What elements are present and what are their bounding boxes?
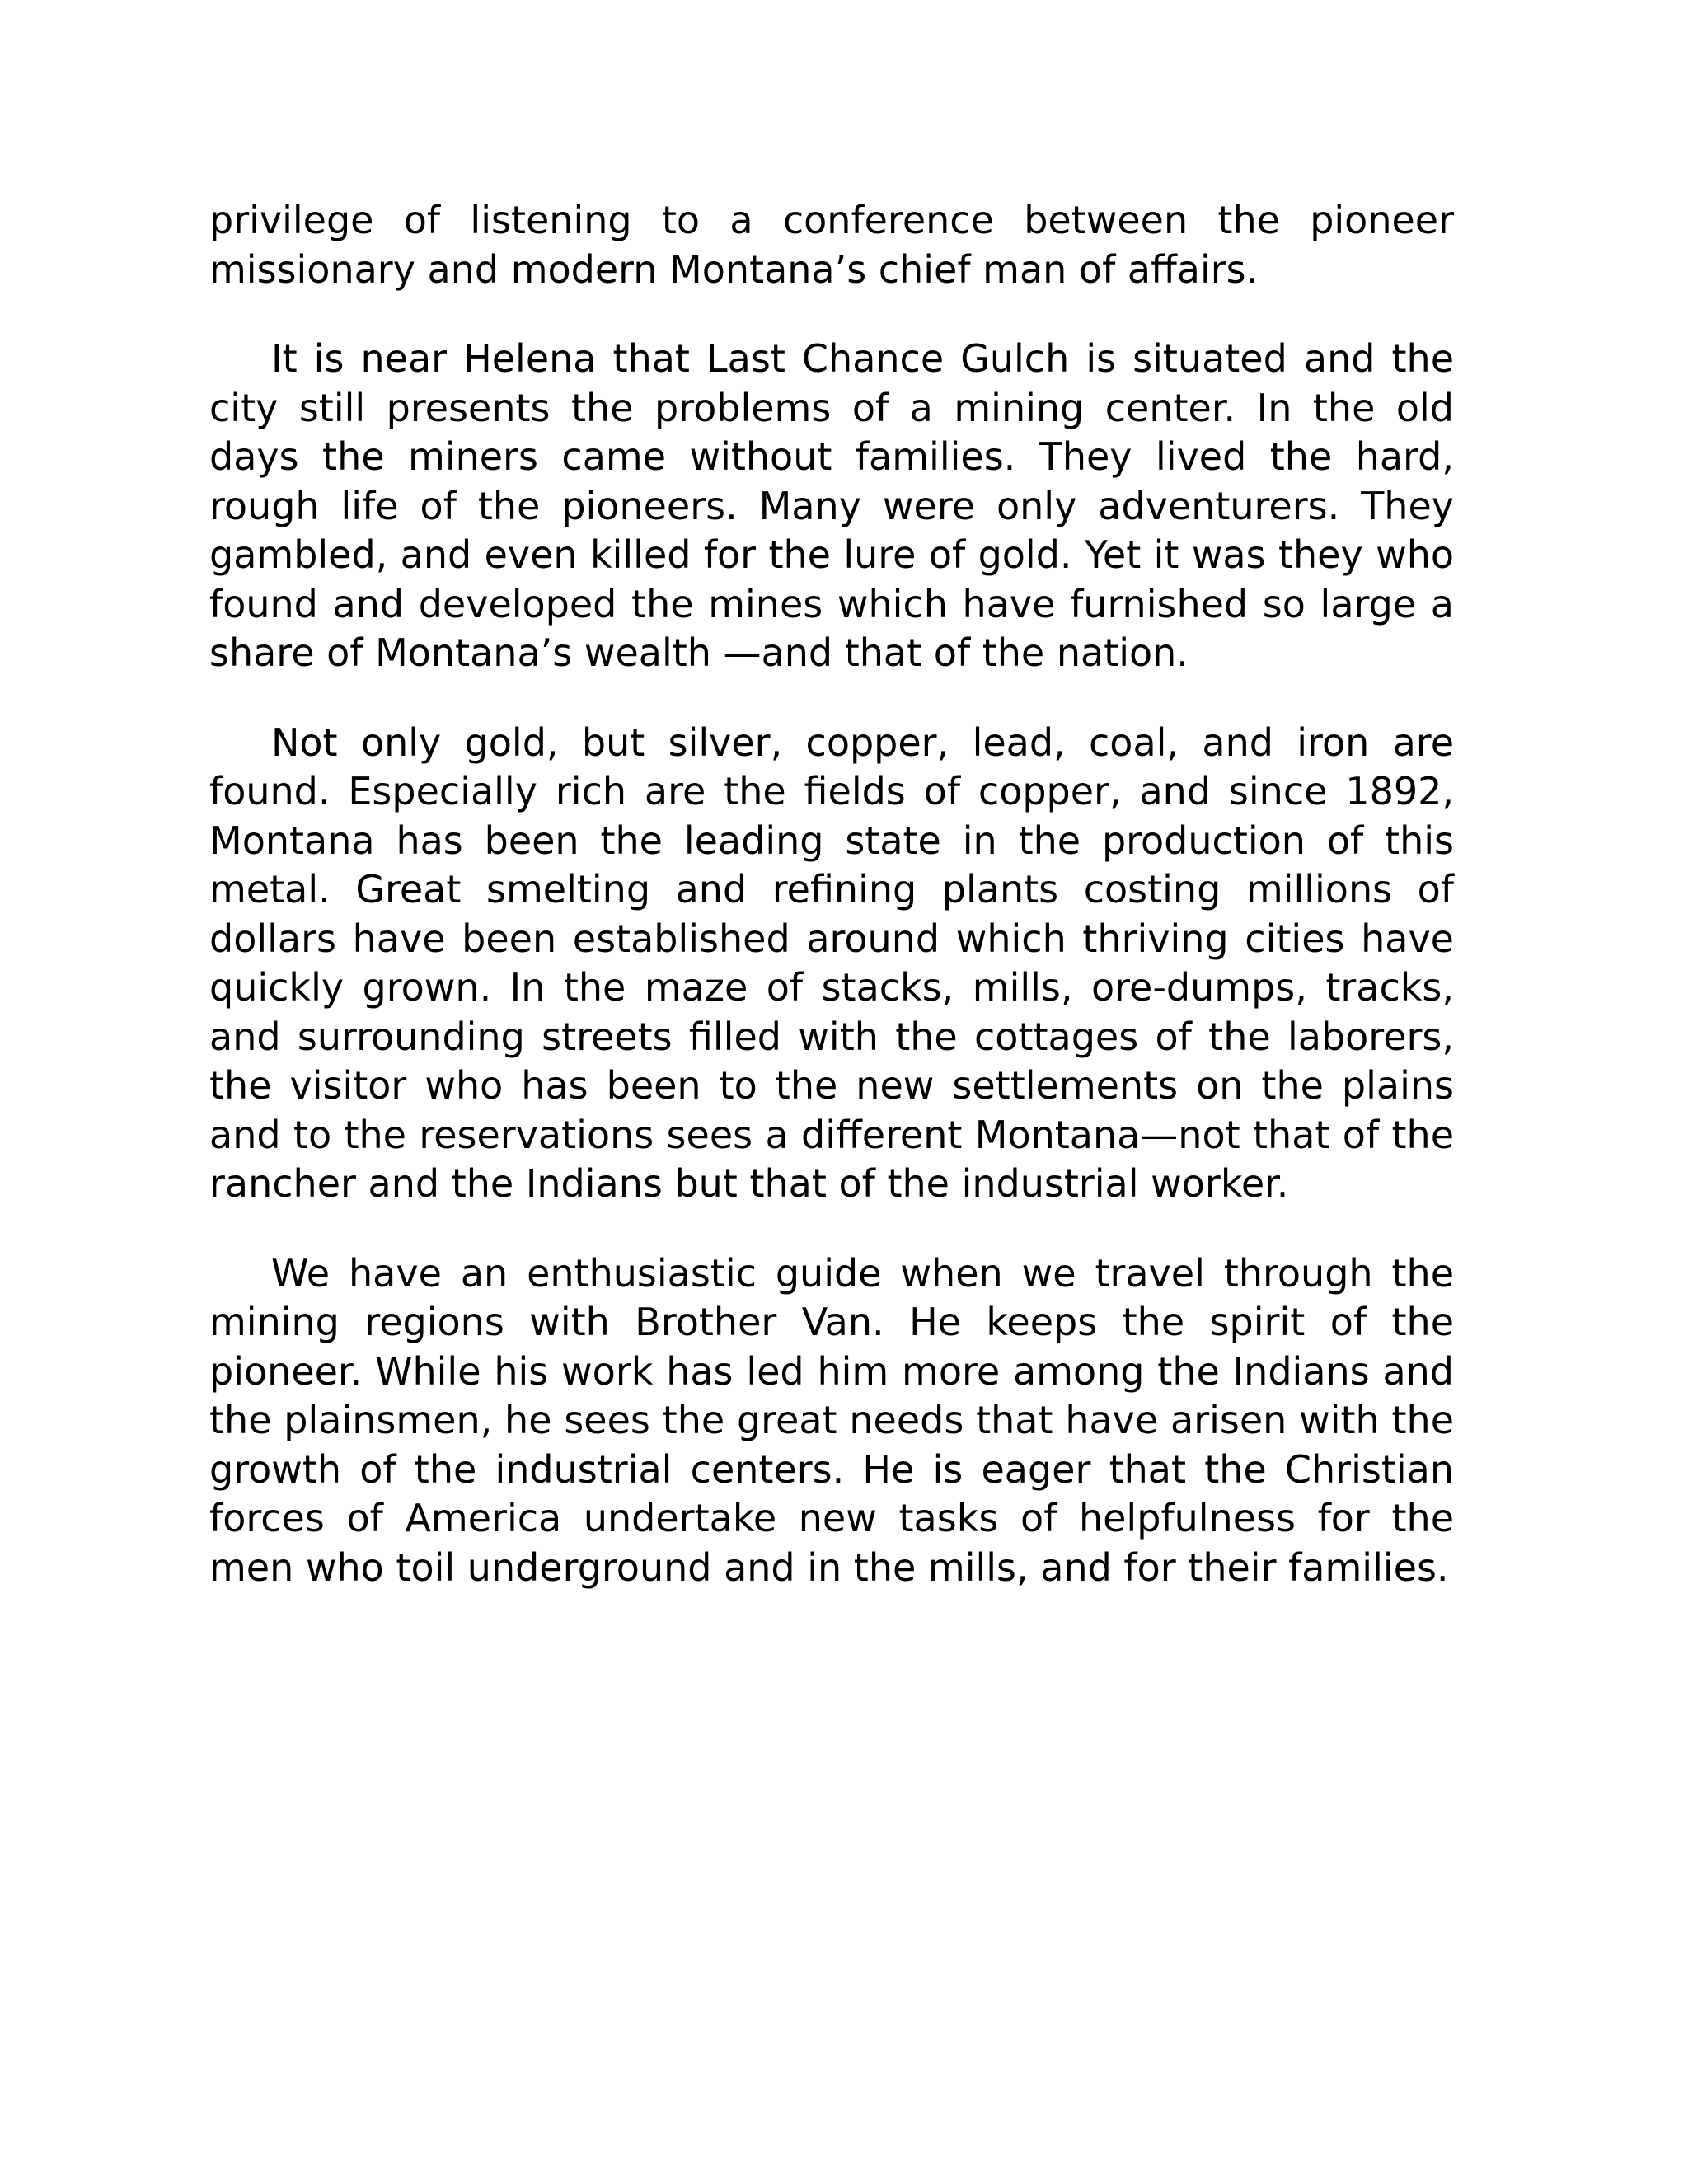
- paragraph-last-chance-gulch: It is near Helena that Last Chance Gulch is situated and the city still presents the problems of a mining center. In the old days the miners came without families. They lived the hard, rough life of the pioneers. Many were only adventurers. They gambled, and even killed for the lure of gold. Yet it was they who found and developed the mines which have furnished so large a share of Montana’s wealth —and that of the nation.: [209, 336, 1454, 675]
- paragraph-minerals: Not only gold, but silver, copper, lead, coal, and iron are found. Especially rich are the fields of copper, and since 1892, Montana has been the leading state in the production of this metal. Great smelting and refining plants costing millions of dollars have been established around which thriving cities have quickly grown. In the maze of stacks, mills, ore-dumps, tracks, and surrounding streets filled with the cottages of the laborers, the visitor who has been to the new settlements on the plains and to the reservations sees a different Montana—not that of the rancher and the Indians but that of the industrial worker.: [209, 719, 1454, 1206]
- paragraph-continued: privilege of listening to a conference between the pioneer missionary and modern Montana’s chief man of affairs.: [209, 198, 1454, 292]
- paragraph-brother-van: We have an enthusiastic guide when we travel through the mining regions with Brother Van. He keeps the spirit of the pioneer. While his work has led him more among the Indians and the plainsmen, he sees the great needs that have arisen with the growth of the industrial centers. He is eager that the Christian forces of America undertake new tasks of helpfulness for the men who toil underground and in the mills, and for their families.: [209, 1250, 1454, 1590]
- body-text: [209, 196, 1454, 1633]
